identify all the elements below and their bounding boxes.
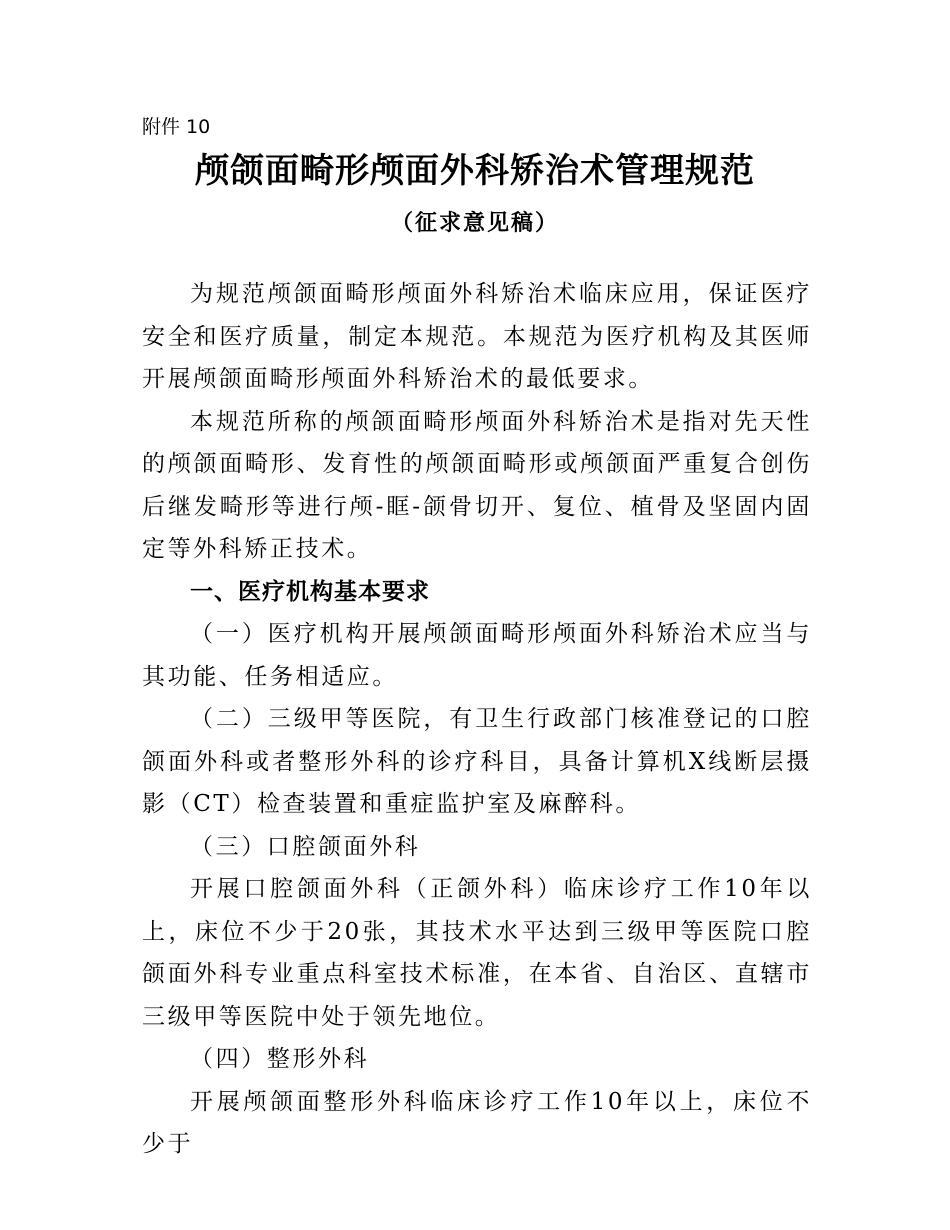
document-title: 颅颌面畸形颅面外科矫治术管理规范	[195, 151, 755, 191]
subheading-oral-maxillofacial: （三）口腔颌面外科	[190, 833, 421, 860]
section-heading-institution-requirements: 一、医疗机构基本要求	[190, 578, 430, 605]
paragraph-item-1: （一）医疗机构开展颅颌面畸形颅面外科矫治术应当与其功能、任务相适应。	[142, 621, 812, 690]
subheading-plastic-surgery: （四）整形外科	[190, 1046, 370, 1072]
document-subtitle: （征求意见稿）	[390, 210, 559, 236]
paragraph-oral-maxillofacial: 开展口腔颌面外科（正颌外科）临床诊疗工作10年以上，床位不少于20张，其技术水平达到三级甲等医院口腔颌面外科专业重点科室技术标准，在本省、自治区、直辖市三级甲等医院中处于领先地位。	[142, 876, 812, 1030]
paragraph-definition: 本规范所称的颅颌面畸形颅面外科矫治术是指对先天性的颅颌面畸形、发育性的颅颌面畸形或颅颌面严重复合创伤后继发畸形等进行颅-眶-颌骨切开、复位、植骨及坚固内固定等外科矫正技术。	[142, 408, 812, 562]
paragraph-purpose: 为规范颅颌面畸形颅面外科矫治术临床应用，保证医疗安全和医疗质量，制定本规范。本规范为医疗机构及其医师开展颅颌面畸形颅面外科矫治术的最低要求。	[142, 281, 812, 392]
paragraph-plastic-surgery: 开展颅颌面整形外科临床诊疗工作10年以上，床位不少于	[142, 1088, 812, 1157]
paragraph-item-2: （二）三级甲等医院，有卫生行政部门核准登记的口腔颌面外科或者整形外科的诊疗科目，具备计算机X线断层摄影（CT）检查装置和重症监护室及麻醉科。	[142, 706, 812, 817]
document-body	[142, 273, 812, 1166]
attachment-label: 附件 10	[142, 116, 211, 138]
